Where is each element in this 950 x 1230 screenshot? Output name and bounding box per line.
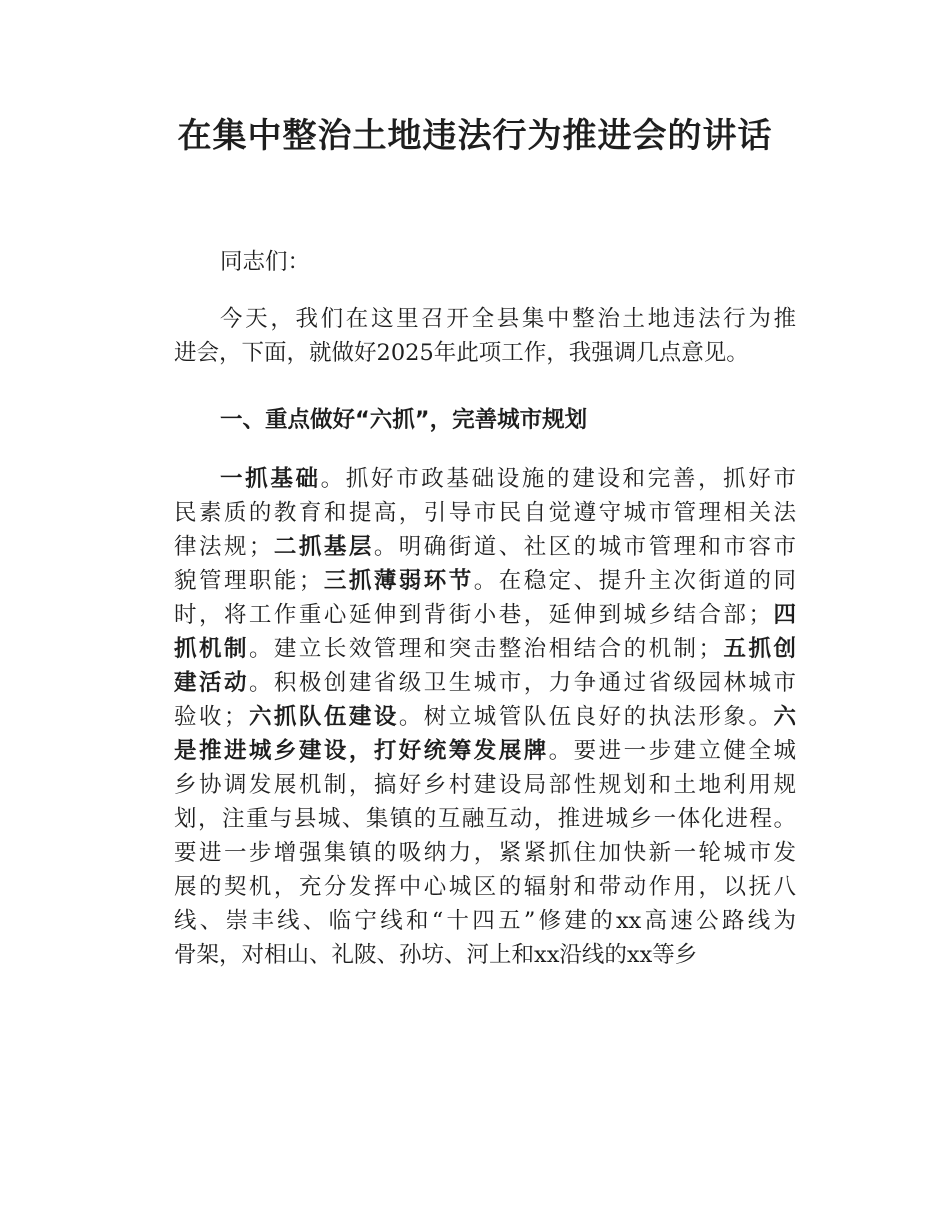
bold-phrase: 六抓队伍建设: [246, 704, 399, 730]
bold-phrase: 二抓基层: [271, 534, 374, 560]
bold-phrase: 三抓薄弱环节: [321, 568, 474, 594]
bold-phrase: 抓机制: [174, 636, 249, 662]
bold-phrase: 是推进城乡建设，打好统筹发展牌: [174, 738, 549, 764]
page-title: 在集中整治土地违法行为推进会的讲话: [177, 116, 773, 156]
intro-paragraph: 今天，我们在这里召开全县集中整治土地违法行为推 进会，下面，就做好2025年此项工作，我强调几点意见。: [174, 306, 796, 366]
section-heading: 一、重点做好“六抓”，完善城市规划: [220, 407, 588, 433]
bold-phrase: 六: [773, 704, 796, 730]
bold-phrase: 一抓基础: [220, 466, 321, 492]
salutation: 同志们：: [220, 249, 311, 275]
bold-phrase: 四: [771, 602, 796, 628]
bold-phrase: 五抓创: [721, 636, 796, 662]
body-paragraph: 一抓基础。抓好市政基础设施的建设和完善，抓好市 民素质的教育和提高，引导市民自觉遵守城市管理相关法 律法规；二抓基层。明确街道、社区的城市管理和市容市 貌管理职能；三抓薄弱环节。在稳定、提升主次街道的同 时，将工作重心延伸到背街小巷，延伸到城乡结合部；四 抓机制。建立长效管理和突击整治相结合的机制；五抓创 建活动。积极创建省级卫生城市，力争通过省级园林城市 验收；六抓队伍建设。树立城管队伍良好的执法形象。六 是推进城乡建设，打好统筹发展牌。要进一步建立健全城 乡协调发展机制，搞好乡村建设局部性规划和土地利用规 划，注重与县城、集镇的互融互动，推进城乡一体化进程。 要进一步增强集镇的吸纳力，紧紧抓住加快新一轮城市发 展的契机，充分发挥中心城区的辐射和带动作用，以抚八 线、崇丰线、临宁线和“十四五”修建的xx高速公路线为 骨架，对相山、礼陂、孙坊、河上和xx沿线的xx等乡: [174, 466, 796, 968]
bold-phrase: 建活动: [174, 670, 249, 696]
